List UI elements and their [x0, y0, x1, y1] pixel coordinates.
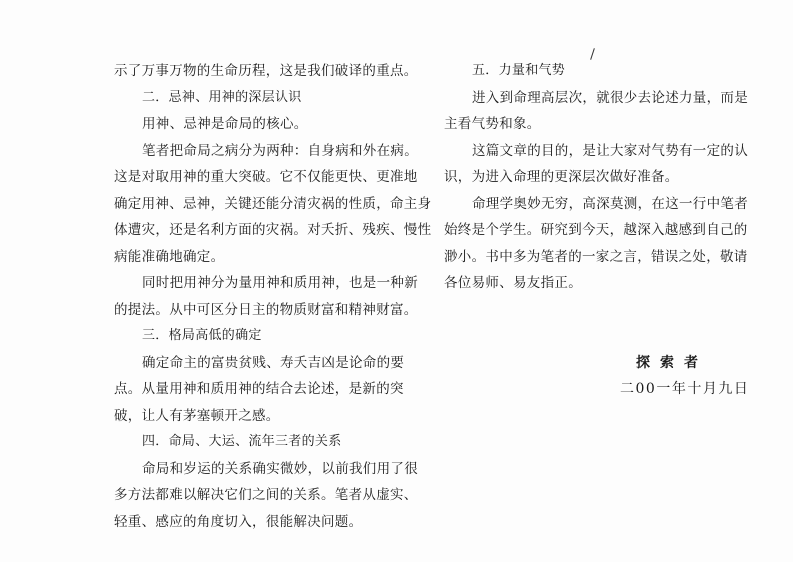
text-line: 病能准确地确定。: [114, 248, 225, 265]
text-line: 确定命主的富贵贫贱、寿夭吉凶是论命的要: [142, 354, 405, 371]
section-heading-5: 五．力量和气势: [472, 63, 566, 78]
text-line: 主看气势和象。: [444, 116, 541, 132]
text-line: 用神、忌神是命局的核心。: [142, 116, 308, 132]
section-heading-3: 三．格局高低的确定: [142, 328, 262, 343]
text-line: 示了万事万物的生命历程，这是我们破译的重点。: [114, 63, 418, 79]
text-line: 确定用神、忌神，关键还能分清灾祸的性质，命主身: [114, 195, 432, 212]
text-line: 渺小。书中多为笔者的一家之言，错误之处，敬请: [444, 248, 748, 265]
author-signature: 探索者: [636, 355, 708, 371]
text-line: 始终是个学生。研究到今天，越深入越感到自己的: [444, 222, 748, 238]
section-heading-4: 四．命局、大运、流年三者的关系: [142, 434, 342, 449]
text-line: 同时把用神分为量用神和质用神，也是一种新: [142, 275, 418, 291]
text-line: 命理学奥妙无穷，高深莫测，在这一行中笔者: [472, 195, 748, 212]
text-line: 多方法都难以解决它们之间的关系。笔者从虚实、: [114, 487, 418, 503]
text-line: 各位易师、易友指正。: [444, 275, 582, 291]
text-line: 识，为进入命理的更深层次做好准备。: [444, 169, 679, 185]
signature-date: 二00一年十月九日: [620, 381, 750, 397]
text-line: 的提法。从中可区分日主的物质财富和精神财富。: [114, 301, 418, 318]
text-line: 这篇文章的目的，是让大家对气势有一定的认: [472, 142, 748, 159]
text-line: 破，让人有茅塞顿开之感。: [114, 407, 280, 424]
text-line: 命局和岁运的关系确实微妙，以前我们用了很: [142, 460, 418, 477]
left-column: [114, 58, 436, 535]
section-heading-2: 二．忌神、用神的深层认识: [142, 89, 302, 105]
text-line: 进入到命理高层次，就很少去论述力量，而是: [472, 89, 748, 106]
right-column: [444, 58, 766, 297]
text-line: 笔者把命局之病分为两种：自身病和外在病。: [142, 142, 418, 159]
text-line: 轻重、感应的角度切入，很能解决问题。: [114, 513, 363, 530]
text-line: 点。从量用神和质用神的结合去论述，是新的突: [114, 381, 404, 397]
text-line: 体遭灾，还是名利方面的灾祸。对夭折、残疾、慢性: [114, 222, 432, 238]
text-line: 这是对取用神的重大突破。它不仅能更快、更准地: [114, 169, 418, 185]
